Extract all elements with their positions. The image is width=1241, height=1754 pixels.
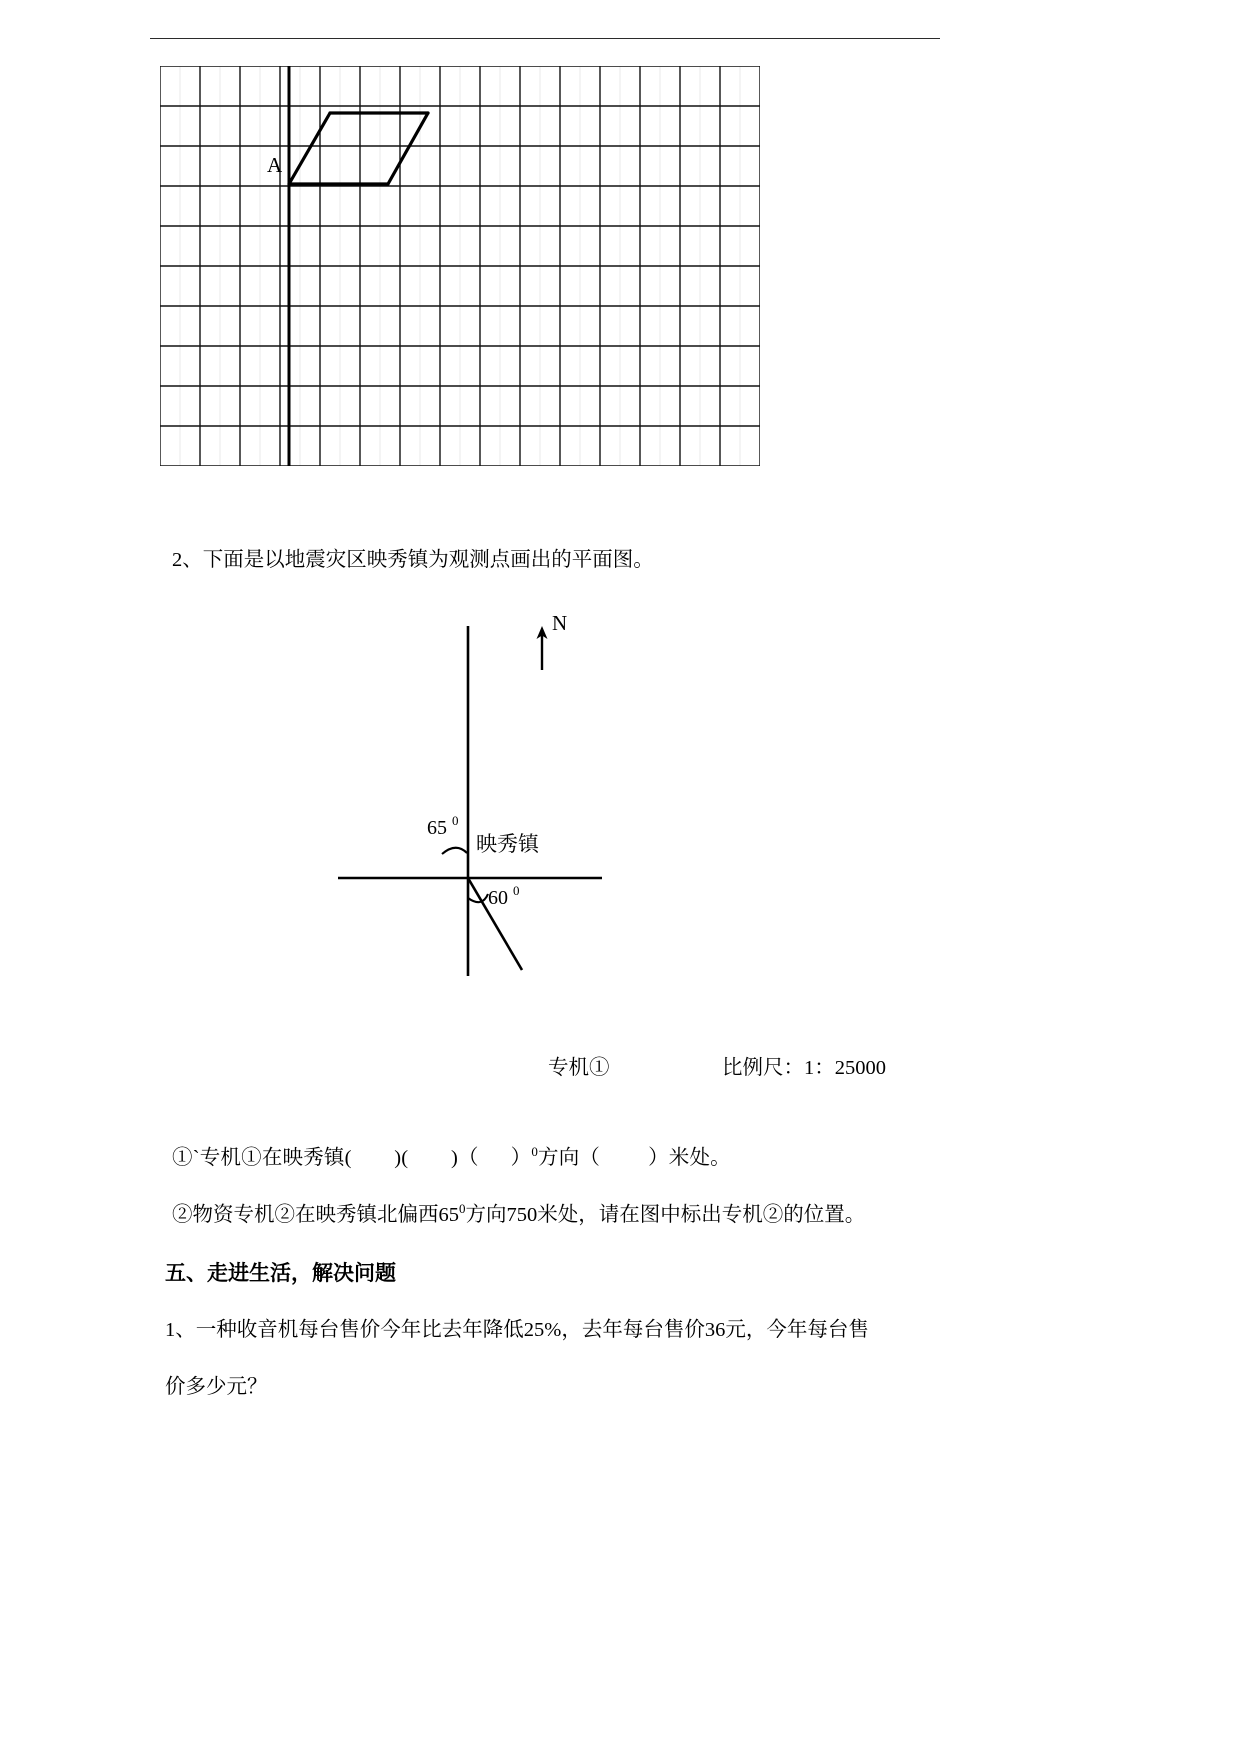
sub2-degree-superscript: 0 [459, 1201, 466, 1217]
sub1-tail-1: 方向（ [538, 1147, 601, 1169]
grid-svg [160, 66, 760, 466]
sub1-degree-superscript: 0 [531, 1144, 539, 1160]
sub1-blank-3 [479, 1147, 511, 1169]
sub1-mid-1: )( [394, 1147, 409, 1169]
sub1-lead: ①`专机①在映秀镇( [172, 1147, 352, 1169]
parallelogram-shape [289, 113, 428, 184]
section-5-heading: 五、走进生活，解决问题 [165, 1261, 396, 1285]
sub-question-1 [172, 1143, 731, 1174]
compass-svg [330, 608, 630, 1008]
sub-question-2 [172, 1200, 865, 1231]
problem-1-line-1: 1、一种收音机每台售价今年比去年降低25%，去年每台售价36元，今年每台售 [165, 1319, 869, 1341]
sub1-blank-4 [600, 1147, 648, 1169]
angle-label-60-group [488, 883, 520, 909]
problem-1-line-2: 价多少元？ [165, 1376, 268, 1398]
header-divider [150, 38, 940, 39]
angle-degree-superscript-65: 0 [452, 813, 459, 828]
sub1-mid-2: )（ [450, 1147, 479, 1169]
translation-grid-figure [160, 66, 760, 466]
angle-label-65-group [427, 813, 459, 839]
caption-scale-label: 比例尺：1：25000 [722, 1057, 886, 1079]
sub2-lead: ②物资专机②在映秀镇北偏西65 [172, 1204, 459, 1226]
north-label: N [552, 611, 568, 635]
sub2-tail: 方向750米处，请在图中标出专机②的位置。 [465, 1204, 866, 1226]
angle-arc-65 [442, 848, 467, 854]
sub1-blank-2 [408, 1147, 451, 1169]
question-2-text: 2、下面是以地震灾区映秀镇为观测点画出的平面图。 [172, 549, 654, 571]
sub1-mid-3: ） [510, 1147, 532, 1169]
angle-label-65: 65 [427, 817, 447, 839]
sub1-blank-1 [352, 1147, 395, 1169]
observation-point-label: 映秀镇 [476, 832, 539, 856]
caption-plane-label: 专机① [548, 1057, 610, 1079]
north-arrow-icon [537, 626, 548, 670]
angle-label-60: 60 [488, 887, 508, 909]
compass-diagram [330, 608, 630, 1008]
vertex-label-a: A [267, 153, 283, 177]
angle-degree-superscript-60: 0 [513, 883, 520, 898]
sub1-tail-2: ）米处。 [648, 1147, 731, 1169]
